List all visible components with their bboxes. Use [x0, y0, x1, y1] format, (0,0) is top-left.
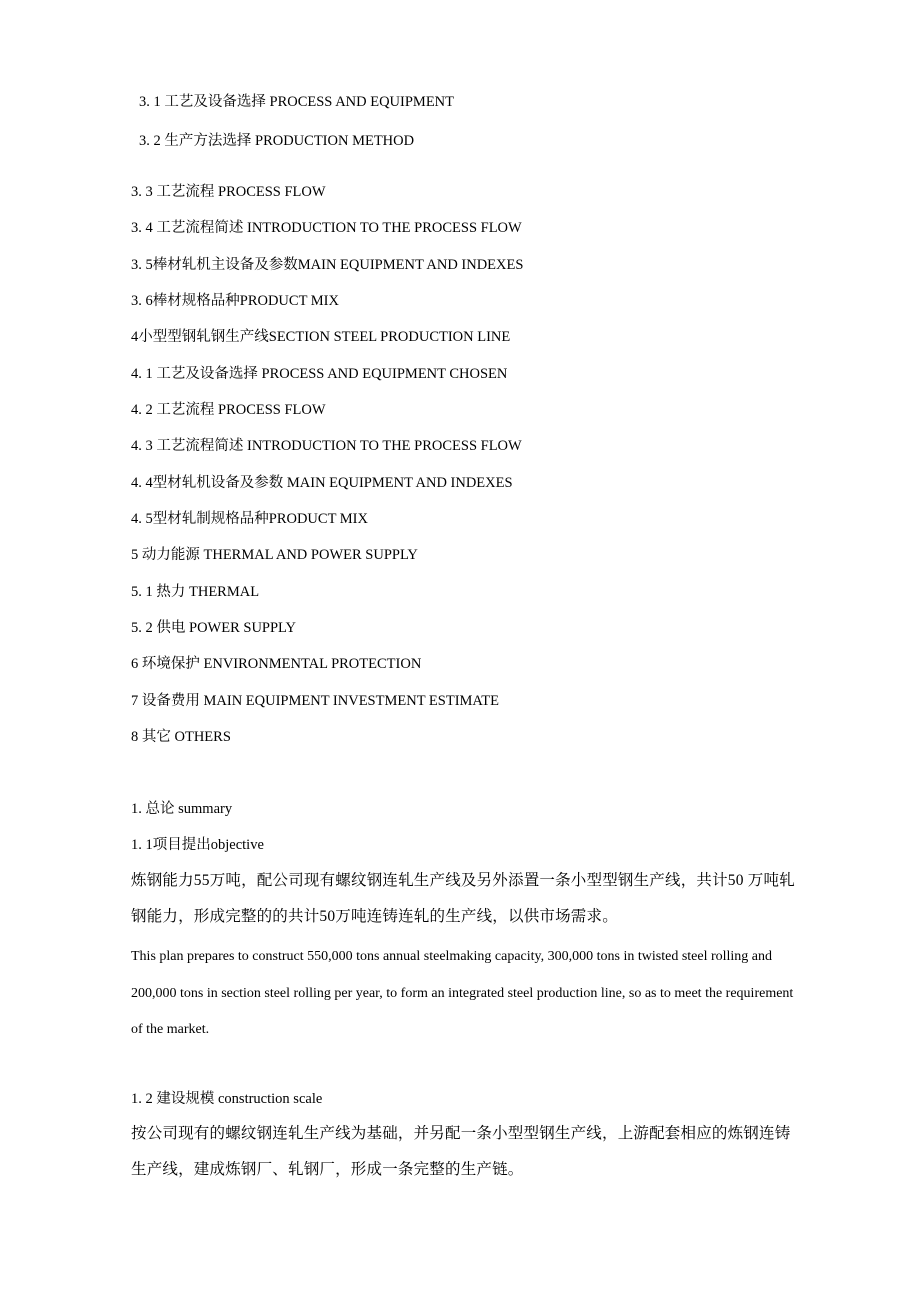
toc-item-3-6: 3. 6棒材规格品种PRODUCT MIX	[131, 293, 339, 309]
toc-item-4-1: 4. 1 工艺及设备选择 PROCESS AND EQUIPMENT CHOSEN	[131, 366, 508, 382]
objective-paragraph-en: This plan prepares to construct 550,000 tons annual steelmaking capacity, 300,000 tons in twisted steel rolling and 200,000 tons in section steel rolling per year, to form an integrated steel production line, so as to meet the requirement of the market.	[131, 949, 794, 1037]
toc-item-8: 8 其它 OTHERS	[131, 729, 231, 745]
toc-item-3-2: 3. 2 生产方法选择 PRODUCTION METHOD	[139, 133, 415, 149]
toc-item-4-5: 4. 5型材轧制规格品种PRODUCT MIX	[131, 511, 368, 527]
toc-item-4-3: 4. 3 工艺流程简述 INTRODUCTION TO THE PROCESS FLOW	[131, 438, 522, 454]
subsection-heading-objective: 1. 1项目提出objective	[131, 837, 264, 853]
toc-item-4: 4小型型钢轧钢生产线SECTION STEEL PRODUCTION LINE	[131, 329, 511, 345]
section-heading-summary: 1. 总论 summary	[131, 801, 233, 817]
subsection-heading-construction-scale: 1. 2 建设规模 construction scale	[131, 1091, 323, 1107]
toc-item-3-1: 3. 1 工艺及设备选择 PROCESS AND EQUIPMENT	[139, 94, 454, 110]
toc-item-4-4: 4. 4型材轧机设备及参数 MAIN EQUIPMENT AND INDEXES	[131, 475, 513, 491]
toc-item-5-2: 5. 2 供电 POWER SUPPLY	[131, 620, 296, 636]
toc-item-6: 6 环境保护 ENVIRONMENTAL PROTECTION	[131, 656, 422, 672]
construction-scale-paragraph-cn: 按公司现有的螺纹钢连轧生产线为基础，并另配一条小型型钢生产线，上游配套相应的炼钢连铸生产线，建成炼钢厂、轧钢厂，形成一条完整的生产链。	[131, 1125, 791, 1178]
toc-item-3-3: 3. 3 工艺流程 PROCESS FLOW	[131, 184, 326, 200]
toc-item-7: 7 设备费用 MAIN EQUIPMENT INVESTMENT ESTIMATE	[131, 693, 499, 709]
toc-item-4-2: 4. 2 工艺流程 PROCESS FLOW	[131, 402, 326, 418]
toc-item-3-5: 3. 5棒材轧机主设备及参数MAIN EQUIPMENT AND INDEXES	[131, 257, 524, 273]
toc-item-5-1: 5. 1 热力 THERMAL	[131, 584, 260, 600]
objective-paragraph-cn: 炼钢能力55万吨，配公司现有螺纹钢连轧生产线及另外添置一条小型型钢生产线，共计50 万吨轧钢能力，形成完整的的共计50万吨连铸连轧的生产线，以供市场需求。	[131, 872, 795, 925]
toc-item-3-4: 3. 4 工艺流程简述 INTRODUCTION TO THE PROCESS FLOW	[131, 220, 522, 236]
toc-item-5: 5 动力能源 THERMAL AND POWER SUPPLY	[131, 547, 418, 563]
